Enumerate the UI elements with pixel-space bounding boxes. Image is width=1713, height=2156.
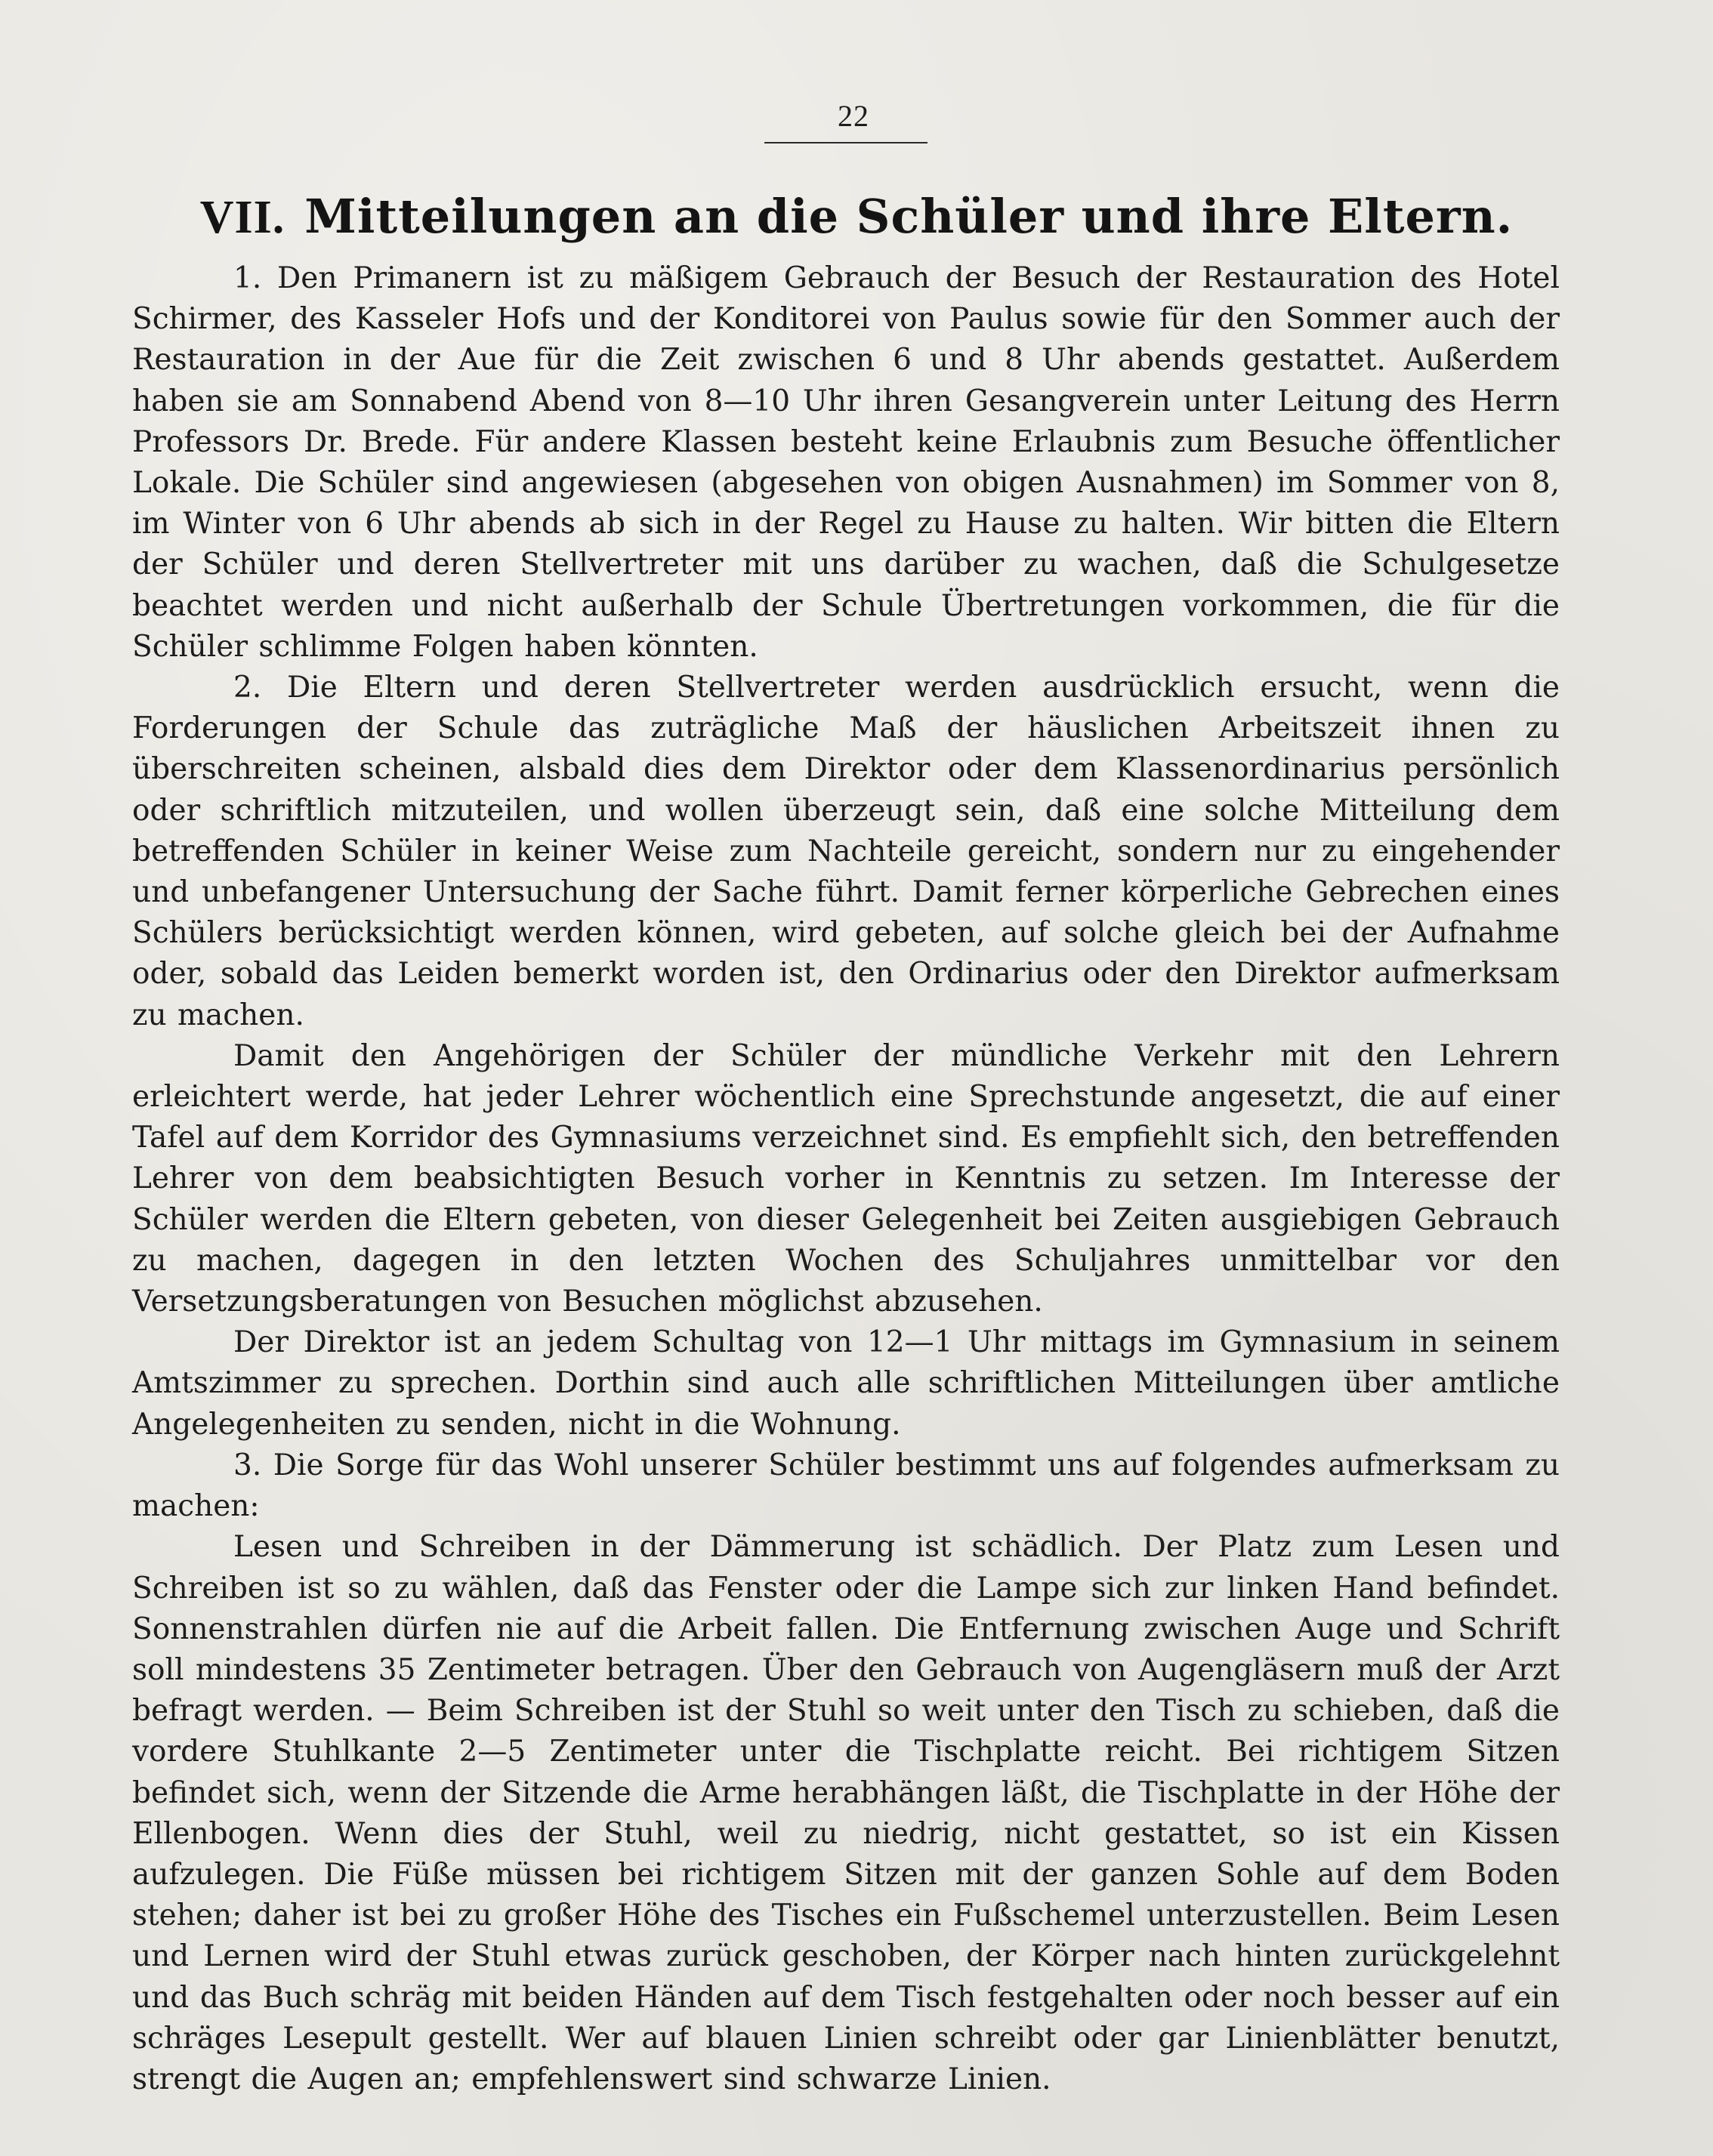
paragraph-6: Lesen und Schreiben in der Dämmerung ist schädlich. Der Platz zum Lesen und Schreiben ist so zu wählen, daß das Fenster oder die Lampe sich zur linken Hand befindet. Sonnenstrahlen dürfen nie auf die Arbeit fallen. Die Entfernung zwischen Auge und Schrift soll mindestens 35 Zentimeter betragen. Über den Gebrauch von Augengläsern muß der Arzt befragt werden. — Beim Schreiben ist der Stuhl so weit unter den Tisch zu schieben, daß die vordere Stuhlkante 2—5 Zentimeter unter die Tischplatte reicht. Bei richtigem Sitzen befindet sich, wenn der Sitzende die Arme herabhängen läßt, die Tischplatte in der Höhe der Ellenbogen. Wenn dies der Stuhl, weil zu niedrig, nicht gestattet, so ist ein Kissen aufzulegen. Die Füße müssen bei richtigem Sitzen mit der ganzen Sohle auf dem Boden stehen; daher ist bei zu großer Höhe des Tisches ein Fußschemel unterzustellen. Beim Lesen und Lernen wird der Stuhl etwas zurück geschoben, der Körper nach hinten zurückgelehnt und das Buch schräg mit beiden Händen auf dem Tisch festgehalten oder noch besser auf ein schräges Lesepult gestellt. Wer auf blauen Linien schreibt oder gar Linienblätter benutzt, strengt die Augen an; empfehlenswert sind schwarze Linien. bbox=[132, 1530, 1560, 2096]
body-text bbox=[132, 258, 1560, 2100]
paragraph-4: Der Direktor ist an jedem Schultag von 12—1 Uhr mittags im Gymnasium in seinem Amtszimmer zu sprechen. Dorthin sind auch alle schriftlichen Mitteilungen über amtliche Angelegenheiten zu senden, nicht in die Wohnung. bbox=[132, 1325, 1560, 1442]
paragraph-3: Damit den Angehörigen der Schüler der mündliche Verkehr mit den Lehrern erleichtert werde, hat jeder Lehrer wöchentlich eine Sprechstunde angesetzt, die auf einer Tafel auf dem Korridor des Gymnasiums verzeichnet sind. Es empfiehlt sich, den betreffenden Lehrer von dem beabsichtigten Besuch vorher in Kenntnis zu setzen. Im Interesse der Schüler werden die Eltern gebeten, von dieser Gelegenheit bei Zeiten ausgiebigen Gebrauch zu machen, dagegen in den letzten Wochen des Schuljahres unmittelbar vor den Versetzungsberatungen von Besuchen möglichst abzusehen. bbox=[132, 1038, 1560, 1319]
page-number-rule bbox=[764, 142, 927, 143]
paragraph-1: 1. Den Primanern ist zu mäßigem Gebrauch der Besuch der Restauration des Hotel Schirmer, des Kasseler Hofs und der Konditorei von Paulus sowie für den Sommer auch der Restauration in der Aue für die Zeit zwischen 6 und 8 Uhr abends gestattet. Außerdem haben sie am Sonnabend Abend von 8—10 Uhr ihren Gesangverein unter Leitung des Herrn Professors Dr. Brede. Für andere Klassen besteht keine Erlaubnis zum Besuche öffentlicher Lokale. Die Schüler sind angewiesen (abgesehen von obigen Ausnahmen) im Sommer von 8, im Winter von 6 Uhr abends ab sich in der Regel zu Hause zu halten. Wir bitten die Eltern der Schüler und deren Stellvertreter mit uns darüber zu wachen, daß die Schulgesetze beachtet werden und nicht außerhalb der Schule Übertretungen vorkommen, die für die Schüler schlimme Folgen haben könnten. bbox=[132, 261, 1560, 664]
section-heading bbox=[136, 189, 1577, 245]
page-number: 22 bbox=[838, 99, 869, 133]
section-number: VII. bbox=[199, 192, 286, 243]
paragraph-2: 2. Die Eltern und deren Stellvertreter werden ausdrücklich ersucht, wenn die Forderungen der Schule das zuträgliche Maß der häuslichen Arbeitszeit ihnen zu überschreiten scheinen, alsbald dies dem Direktor oder dem Klassenordinarius persönlich oder schriftlich mitzuteilen, und wollen überzeugt sein, daß eine solche Mitteilung dem betreffenden Schüler in keiner Weise zum Nachteile gereicht, sondern nur zu eingehender und unbefangener Untersuchung der Sache führt. Damit ferner körperliche Gebrechen eines Schülers berücksichtigt werden können, wird gebeten, auf solche gleich bei der Aufnahme oder, sobald das Leiden bemerkt worden ist, den Ordinarius oder den Direktor aufmerksam zu machen. bbox=[132, 671, 1560, 1032]
section-title: Mitteilungen an die Schüler und ihre Eltern. bbox=[304, 189, 1514, 244]
paragraph-5: 3. Die Sorge für das Wohl unserer Schüler bestimmt uns auf folgendes aufmerksam zu machen: bbox=[132, 1448, 1560, 1524]
